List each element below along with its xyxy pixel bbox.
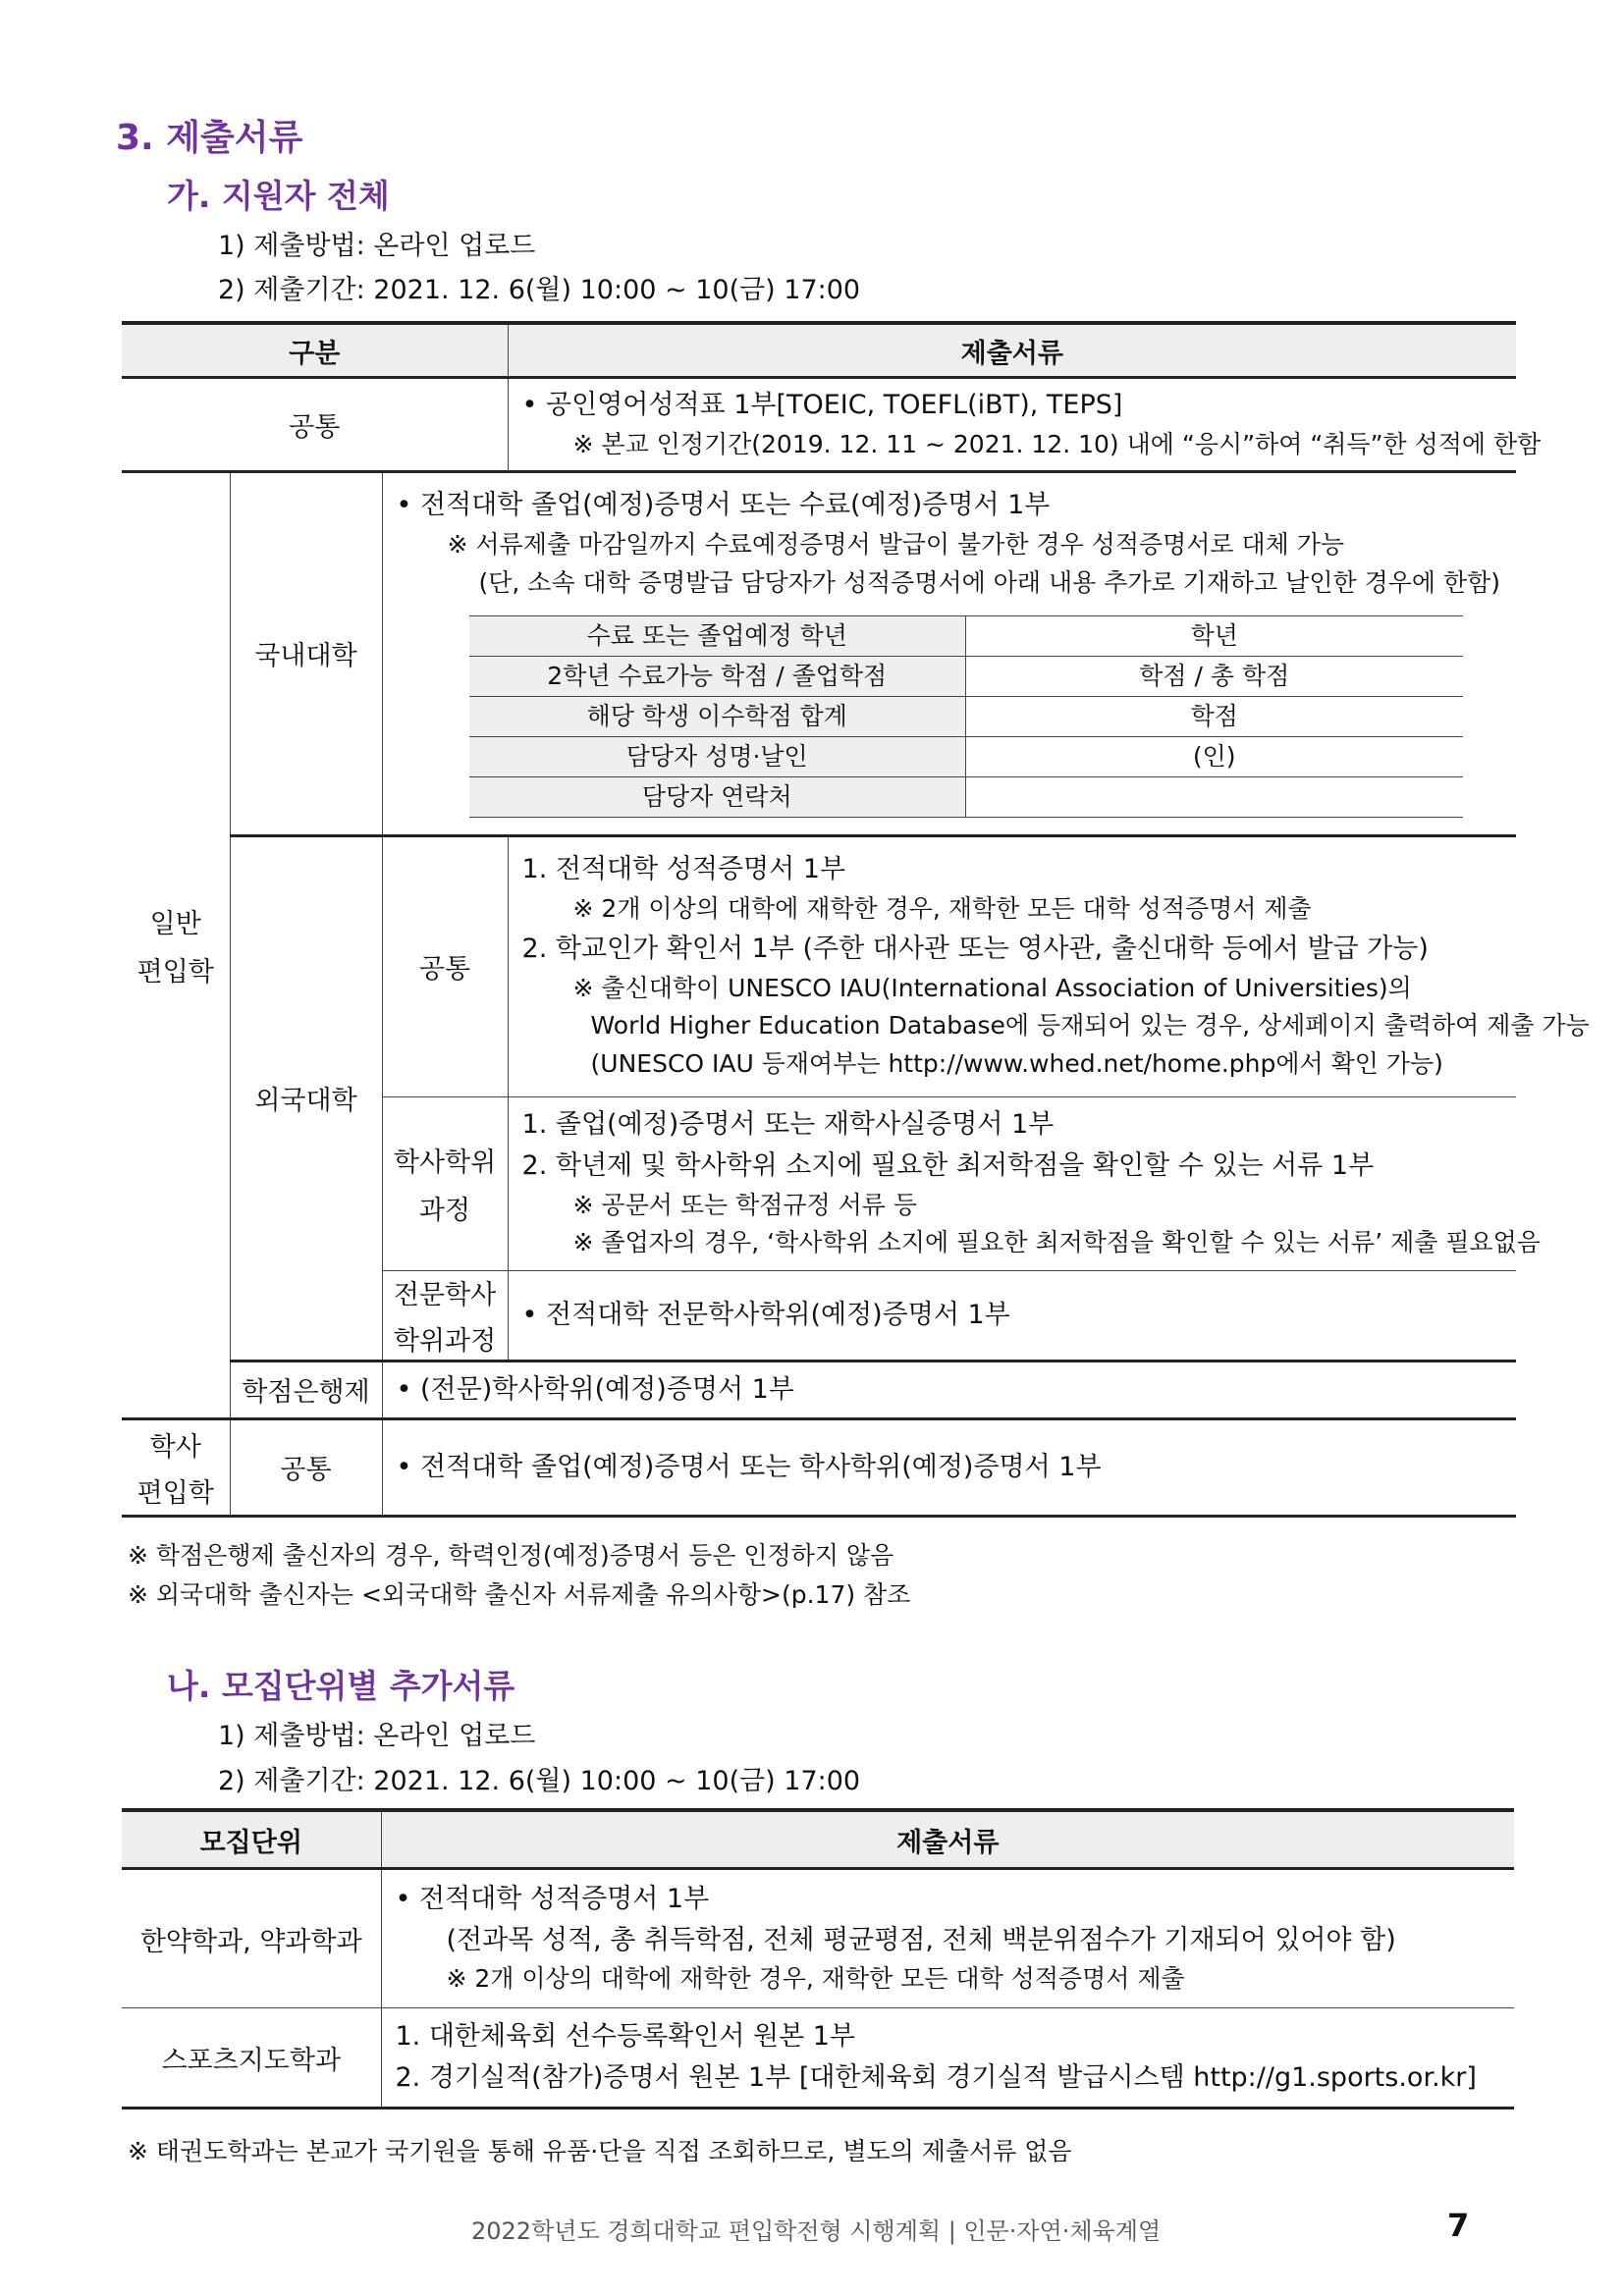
form-value: (인): [966, 737, 1463, 777]
row-foreign-common-docs: [508, 835, 1590, 1096]
list-item: (UNESCO IAU 등재여부는 http://www.whed.net/home.php에서 확인 가능): [590, 1049, 1443, 1079]
row-label-common: 공통: [122, 378, 508, 472]
unit-docs: [381, 1869, 1514, 2008]
table-row: [122, 1361, 1516, 1418]
note-taekwondo: ※ 태권도학과는 본교가 국기원을 통해 유품·단을 직접 조회하므로, 별도의 제출서류 없음: [128, 2137, 1072, 2165]
note-foreign: ※ 외국대학 출신자는 <외국대학 출신자 서류제출 유의사항>(p.17) 참조: [128, 1580, 911, 1609]
list-item: 1. 전적대학 성적증명서 1부: [521, 854, 846, 885]
label-line: 학사학위: [393, 1147, 497, 1178]
list-item: • 전적대학 졸업(예정)증명서 또는 학사학위(예정)증명서 1부: [396, 1451, 1102, 1482]
list-item: (단, 소속 대학 증명발급 담당자가 성적증명서에 아래 내용 추가로 기재하고 날인한 경우에 한함): [478, 567, 1501, 597]
list-item: World Higher Education Database에 등재되어 있는 경우, 상세페이지 출력하여 제출 가능: [590, 1011, 1590, 1041]
table-row: [469, 777, 1463, 818]
row-label-bachelor-transfer-common: 공통: [230, 1418, 382, 1516]
list-item: (전과목 성적, 총 취득학점, 전체 평균평점, 전체 백분위점수가 기재되어 있어야 함): [446, 1924, 1396, 1955]
form-value: 학점: [966, 697, 1463, 737]
row-label-bachelor-course: [382, 1096, 508, 1270]
confirmation-form-table: [469, 615, 1463, 818]
list-item: • 공인영어성적표 1부[TOEIC, TOEFL(iBT), TEPS]: [521, 390, 1123, 420]
row-label-associate-course: [382, 1270, 508, 1361]
row-bachelor-transfer-docs: [382, 1418, 1516, 1516]
table-row: [469, 657, 1463, 697]
form-label: 담당자 성명·날인: [469, 737, 966, 777]
table-row: [122, 2008, 1514, 2109]
row-label-foreign: 외국대학: [230, 835, 382, 1361]
form-value: 학년: [966, 616, 1463, 657]
list-item: • 전적대학 성적증명서 1부: [395, 1883, 710, 1914]
list-item: ※ 서류제출 마감일까지 수료예정증명서 발급이 불가한 경우 성적증명서로 대체 가능: [447, 529, 1345, 559]
table2-header-documents: 제출서류: [381, 1810, 1514, 1869]
list-item: 2. 학교인가 확인서 1부 (주한 대사관 또는 영사관, 출신대학 등에서 발급 가능): [521, 933, 1429, 964]
subsection-a-title: 가. 지원자 전체: [167, 177, 390, 215]
documents-table-by-unit: [122, 1808, 1514, 2109]
unit-docs: [381, 2008, 1514, 2109]
table1-header-category: 구분: [122, 323, 508, 378]
note-credit-bank: ※ 학점은행제 출신자의 경우, 학력인정(예정)증명서 등은 인정하지 않음: [128, 1541, 894, 1570]
list-item: 2. 학년제 및 학사학위 소지에 필요한 최저학점을 확인할 수 있는 서류 1부: [521, 1149, 1375, 1181]
submit-method-a: 1) 제출방법: 온라인 업로드: [218, 231, 536, 261]
documents-table-all: [122, 321, 1590, 1518]
label-line: 편입학: [136, 956, 214, 988]
list-item: 2. 경기실적(참가)증명서 원본 1부 [대한체육회 경기실적 발급시스템 http://g1.sports.or.kr]: [395, 2062, 1477, 2093]
table-row: [122, 378, 1516, 472]
list-item: 1. 대한체육회 선수등록확인서 원본 1부: [395, 2021, 855, 2053]
row-common-docs: [508, 378, 1542, 472]
form-value: 학점 / 총 학점: [966, 657, 1463, 697]
form-label: 2학년 수료가능 학점 / 졸업학점: [469, 657, 966, 697]
unit-label: 한약학과, 약과학과: [122, 1869, 381, 2008]
label-line: 학위과정: [393, 1325, 497, 1357]
table-row: [122, 1869, 1514, 2008]
label-line: 일반: [149, 908, 201, 939]
label-line: 편입학: [136, 1477, 214, 1509]
row-label-bachelor-transfer: [122, 1418, 230, 1516]
page-number: 7: [1447, 2207, 1470, 2244]
list-item: 1. 졸업(예정)증명서 또는 재학사실증명서 1부: [521, 1109, 1055, 1140]
table2-header-unit: 모집단위: [122, 1810, 381, 1869]
label-line: 과정: [418, 1195, 471, 1226]
list-item: • 전적대학 전문학사학위(예정)증명서 1부: [521, 1299, 1010, 1330]
submit-period-a: 2) 제출기간: 2021. 12. 6(월) 10:00 ~ 10(금) 17:00: [218, 275, 861, 305]
form-label: 해당 학생 이수학점 합계: [469, 697, 966, 737]
list-item: ※ 공문서 또는 학점규정 서류 등: [572, 1190, 918, 1219]
list-item: • (전문)학사학위(예정)증명서 1부: [396, 1373, 794, 1405]
row-label-foreign-common: 공통: [382, 835, 508, 1096]
label-line: 전문학사: [393, 1279, 497, 1310]
list-item: ※ 2개 이상의 대학에 재학한 경우, 재학한 모든 대학 성적증명서 제출: [446, 1964, 1185, 1994]
row-label-domestic: 국내대학: [230, 471, 382, 835]
section-title: 3. 제출서류: [116, 118, 303, 158]
row-label-general-transfer: [122, 471, 230, 1418]
list-item: ※ 2개 이상의 대학에 재학한 경우, 재학한 모든 대학 성적증명서 제출: [572, 894, 1312, 924]
row-bachelor-course-docs: [508, 1096, 1541, 1270]
table-row: [122, 1418, 1516, 1516]
row-label-credit-bank: 학점은행제: [230, 1361, 382, 1418]
table-row: [122, 471, 1516, 835]
table-row: [469, 697, 1463, 737]
subsection-b-title: 나. 모집단위별 추가서류: [167, 1667, 515, 1705]
list-item: ※ 출신대학이 UNESCO IAU(International Association of Universities)의: [572, 973, 1412, 1002]
row-domestic-docs: [382, 471, 1516, 835]
submit-period-b: 2) 제출기간: 2021. 12. 6(월) 10:00 ~ 10(금) 17:00: [218, 1766, 861, 1796]
row-credit-bank-docs: [382, 1361, 1516, 1418]
table1-header-documents: 제출서류: [508, 323, 1516, 378]
table-row: [469, 616, 1463, 657]
list-item: ※ 졸업자의 경우, ‘학사학위 소지에 필요한 최저학점을 확인할 수 있는 서류’ 제출 필요없음: [572, 1228, 1541, 1257]
unit-label: 스포츠지도학과: [122, 2008, 381, 2109]
table-row: [469, 737, 1463, 777]
table-row: [122, 835, 1516, 1096]
form-label: 담당자 연락처: [469, 777, 966, 818]
submit-method-b: 1) 제출방법: 온라인 업로드: [218, 1721, 536, 1751]
list-item: ※ 본교 인정기간(2019. 12. 11 ~ 2021. 12. 10) 내에 “응시”하여 “취득”한 성적에 한함: [572, 429, 1542, 458]
row-associate-course-docs: [508, 1270, 1516, 1361]
form-value: [966, 777, 1463, 818]
page-footer: 2022학년도 경희대학교 편입학전형 시행계획 | 인문·자연·체육계열: [471, 2217, 1162, 2245]
form-label: 수료 또는 졸업예정 학년: [469, 616, 966, 657]
list-item: • 전적대학 졸업(예정)증명서 또는 수료(예정)증명서 1부: [396, 489, 1051, 520]
label-line: 학사: [149, 1431, 201, 1463]
